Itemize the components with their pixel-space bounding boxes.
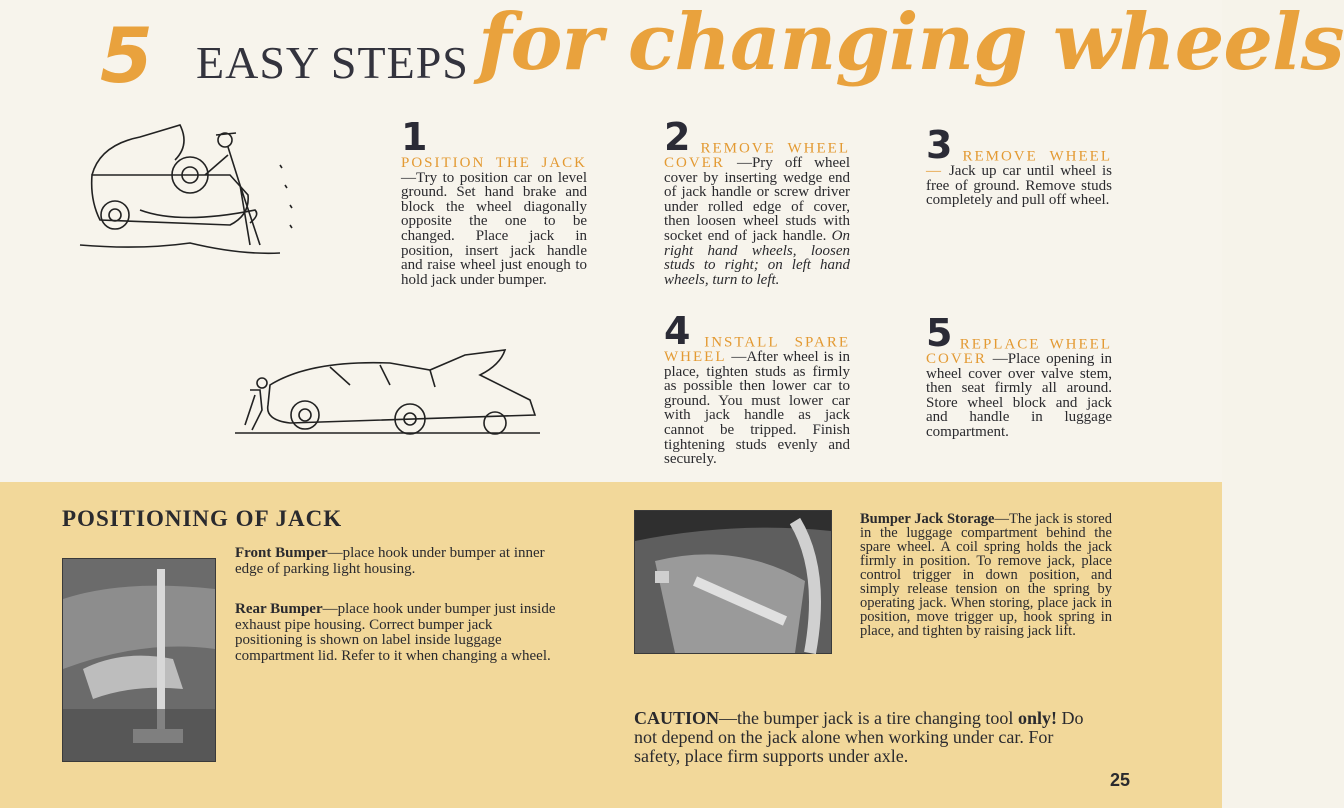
caution-note xyxy=(634,709,1084,766)
caution-text-a: —the bumper jack is a tire changing tool xyxy=(719,708,1018,728)
front-bumper-label: Front Bumper xyxy=(235,545,328,561)
photo-rear-bumper-jack-image xyxy=(63,559,215,761)
positioning-title: POSITIONING OF JACK xyxy=(62,506,343,531)
step-3 xyxy=(926,123,1112,209)
photo-jack-storage xyxy=(634,510,832,654)
step-5-heading: REPLACE WHEEL COVER xyxy=(926,336,1112,367)
rear-bumper-paragraph xyxy=(235,602,561,664)
step-4-text: —After wheel is in place, tighten studs as firmly as possible then lower car to ground. You must lower car with jack handle as jack cannot be tripped. Finish tightening studs evenly and securely. xyxy=(664,349,850,468)
jack-storage-paragraph xyxy=(860,512,1112,638)
title-script: for changing wheels xyxy=(478,0,1344,88)
step-1 xyxy=(401,115,587,288)
rear-bumper-text: —place hook under bumper just inside exhaust pipe housing. Correct bumper jack positioning is shown on label inside luggage compartment lid. Refer to it when changing a wheel. xyxy=(235,601,556,664)
page-number: 25 xyxy=(1110,770,1131,790)
jack-storage-label: Bumper Jack Storage xyxy=(860,511,995,527)
step-1-text: —Try to position car on level ground. Set hand brake and block the wheel diagonally opposite the one to be changed. Place jack in position, insert jack handle and raise wheel just enough to hold jack under bumper. xyxy=(401,169,587,288)
step-2-italic-note: On right hand wheels, loosen studs to right; on left hand wheels, turn to left. xyxy=(664,227,850,288)
step-1-heading: POSITION THE JACK xyxy=(401,155,587,171)
title-number: 5 xyxy=(100,11,153,100)
step-3-heading: REMOVE WHEEL— xyxy=(926,148,1112,179)
title-easy-steps: EASY STEPS xyxy=(196,37,469,88)
step-5 xyxy=(926,311,1112,440)
step-4-number: 4 xyxy=(664,309,691,353)
step-2-text: —Pry off wheel cover by inserting wedge end of jack handle or screw driver under rolled edge of cover, then loosen wheel studs with socket end of jack handle. xyxy=(664,155,850,244)
photo-jack-storage-image xyxy=(635,511,831,653)
caution-label: CAUTION xyxy=(634,708,720,728)
step-4 xyxy=(664,309,850,468)
rear-bumper-label: Rear Bumper xyxy=(235,601,323,617)
step-2-number: 2 xyxy=(664,115,691,159)
step-2 xyxy=(664,115,850,288)
front-bumper-text: —place hook under bumper at inner edge of parking light housing. xyxy=(235,545,545,577)
caution-text-b: Do not depend on the jack alone when working under car. For safety, place firm supports under axle. xyxy=(634,708,1084,766)
step-1-number: 1 xyxy=(401,115,428,159)
illustration-spare-wheel xyxy=(230,345,550,440)
photo-rear-bumper-jack xyxy=(62,558,216,762)
step-2-heading: REMOVE WHEEL COVER xyxy=(664,140,850,171)
step-5-number: 5 xyxy=(926,311,953,355)
step-4-heading: INSTALL SPARE WHEEL xyxy=(664,334,850,365)
caution-only: only! xyxy=(1017,708,1057,728)
jack-storage-text: —The jack is stored in the luggage compartment behind the spare wheel. A coil spring holds the jack firmly in position. To remove jack, place control trigger in down position, and simply release tension on the spring by operating jack. When storing, place jack in position, move trigger up, hook spring in place, and tighten by raising jack lift. xyxy=(860,511,1112,639)
step-5-text: —Place opening in wheel cover over valve stem, then seat firmly all around. Store wheel block and jack and handle in luggage compartment. xyxy=(926,351,1112,440)
illustration-front-wheel xyxy=(80,115,380,265)
front-bumper-paragraph xyxy=(235,546,561,577)
step-3-text: Jack up car until wheel is free of ground. Remove studs completely and pull off wheel. xyxy=(926,163,1112,209)
step-3-number: 3 xyxy=(926,123,953,167)
